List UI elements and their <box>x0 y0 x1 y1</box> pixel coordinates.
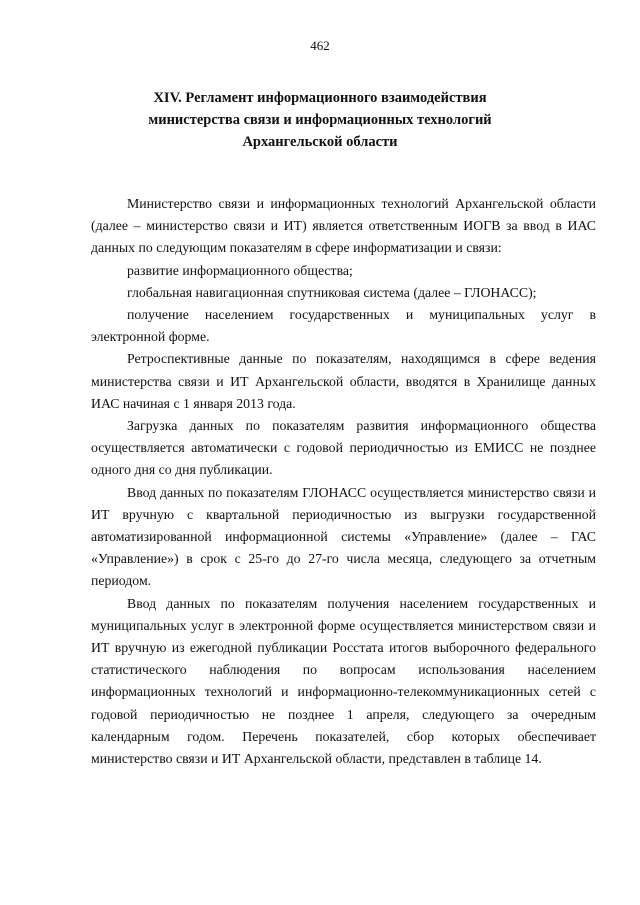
paragraph-auto-load: Загрузка данных по показателям развития информационного общества осуществляется автоматически с годовой периодичностью из ЕМИСС не позднее одного дня со дня публикации. <box>91 418 596 478</box>
paragraph-glonass: Ввод данных по показателям ГЛОНАСС осуществляется министерство связи и ИТ вручную с квартальной периодичностью из выгрузки государственной автоматизированной информационной системы «Управление» (далее – ГАС «Управление») в срок с 25-го до 27-го числа месяца, следующего за отчетным периодом. <box>91 484 596 589</box>
heading-line-2: министерства связи и информационных технологий <box>148 112 492 128</box>
section-heading <box>80 87 560 153</box>
list-item: развитие информационного общества; <box>127 262 353 278</box>
page-number: 462 <box>310 38 330 53</box>
heading-line-3: Архангельской области <box>242 134 398 150</box>
paragraph-e-services: Ввод данных по показателям получения населением государственных и муниципальных услуг в электронной форме осуществляется министерством связи и ИТ вручную из ежегодной публикации Росстата итогов выборочного федерального статистического наблюдения по вопросам использования населением информационных технологий и информационно-телекоммуникационных сетей с годовой периодичностью не позднее 1 апреля, следующего за очередным календарным годом. Перечень показателей, сбор которых обеспечивает министерство связи и ИТ Архангельской области, представлен в таблице 14. <box>91 595 596 767</box>
paragraph-retrospective: Ретроспективные данные по показателям, находящимся в сфере ведения министерства связи и ИТ Архангельской области, вводятся в Хранилище данных ИАС начиная с 1 января 2013 года. <box>91 351 596 411</box>
list-item: глобальная навигационная спутниковая система (далее – ГЛОНАСС); <box>127 284 537 300</box>
heading-line-1: XIV. Регламент информационного взаимодействия <box>153 90 487 106</box>
document-body <box>91 193 596 770</box>
list-item: получение населением государственных и муниципальных услуг в электронной форме. <box>91 307 596 345</box>
paragraph-intro: Министерство связи и информационных технологий Архангельской области (далее – министерство связи и ИТ) является ответственным ИОГВ за ввод в ИАС данных по следующим показателям в сфере информатизации и связи: <box>91 196 596 256</box>
